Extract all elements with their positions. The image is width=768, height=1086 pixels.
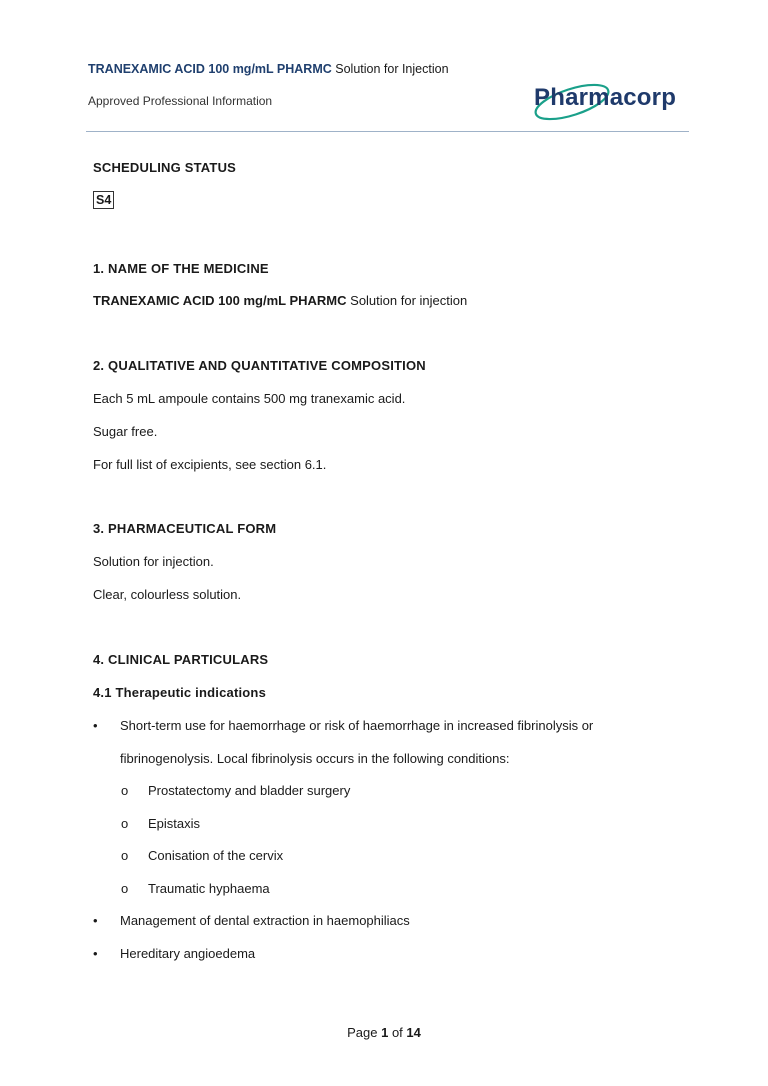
sub-bullet-marker: o xyxy=(121,816,129,831)
sub-item-2: Epistaxis xyxy=(148,816,201,831)
indication-1-line-1: Short-term use for haemorrhage or risk of haemorrhage in increased fibrinolysis or xyxy=(120,718,594,733)
sub-bullet-marker: o xyxy=(121,848,129,863)
header-title-rest: Solution for Injection xyxy=(331,62,449,76)
medicine-name xyxy=(93,293,467,308)
indication-2: Management of dental extraction in haemophiliacs xyxy=(120,913,410,928)
sub-item-1: Prostatectomy and bladder surgery xyxy=(148,783,351,798)
section-1-heading: 1. NAME OF THE MEDICINE xyxy=(93,261,269,276)
page-footer xyxy=(0,1025,768,1040)
composition-line: Each 5 mL ampoule contains 500 mg tranexamic acid. xyxy=(93,391,406,406)
sub-bullet-marker: o xyxy=(121,881,129,896)
page-prefix: Page xyxy=(347,1025,382,1040)
section-4-heading: 4. CLINICAL PARTICULARS xyxy=(93,652,269,667)
page-of: of xyxy=(388,1025,407,1040)
section-4-1-heading: 4.1 Therapeutic indications xyxy=(93,685,266,700)
bullet-marker: • xyxy=(93,913,98,928)
form-line-2: Clear, colourless solution. xyxy=(93,587,242,602)
pharmacorp-logo xyxy=(528,72,698,134)
schedule-badge: S4 xyxy=(93,191,114,209)
scheduling-heading: SCHEDULING STATUS xyxy=(93,160,237,175)
sub-bullet-marker: o xyxy=(121,783,129,798)
header-title-bold: TRANEXAMIC ACID 100 mg/mL PHARMC xyxy=(88,62,332,76)
logo-text: Pharmacorp xyxy=(534,84,677,111)
section-3-heading: 3. PHARMACEUTICAL FORM xyxy=(93,521,277,536)
section-2-heading: 2. QUALITATIVE AND QUANTITATIVE COMPOSITION xyxy=(93,358,426,373)
medicine-name-rest: Solution for injection xyxy=(346,293,468,308)
bullet-marker: • xyxy=(93,718,98,733)
sub-item-3: Conisation of the cervix xyxy=(148,848,284,863)
form-line-1: Solution for injection. xyxy=(93,554,214,569)
bullet-marker: • xyxy=(93,946,98,961)
indication-3: Hereditary angioedema xyxy=(120,946,256,961)
header-title xyxy=(88,62,449,76)
indication-1-line-2: fibrinogenolysis. Local fibrinolysis occurs in the following conditions: xyxy=(120,751,510,766)
header-divider xyxy=(86,131,689,132)
excipients-line: For full list of excipients, see section 6.1. xyxy=(93,457,327,472)
sub-item-4: Traumatic hyphaema xyxy=(148,881,270,896)
sugar-free-line: Sugar free. xyxy=(93,424,158,439)
medicine-name-bold: TRANEXAMIC ACID 100 mg/mL PHARMC xyxy=(93,293,347,308)
page-number: 1 xyxy=(381,1025,389,1040)
page-total: 14 xyxy=(406,1025,421,1040)
header-subtitle: Approved Professional Information xyxy=(88,94,273,108)
